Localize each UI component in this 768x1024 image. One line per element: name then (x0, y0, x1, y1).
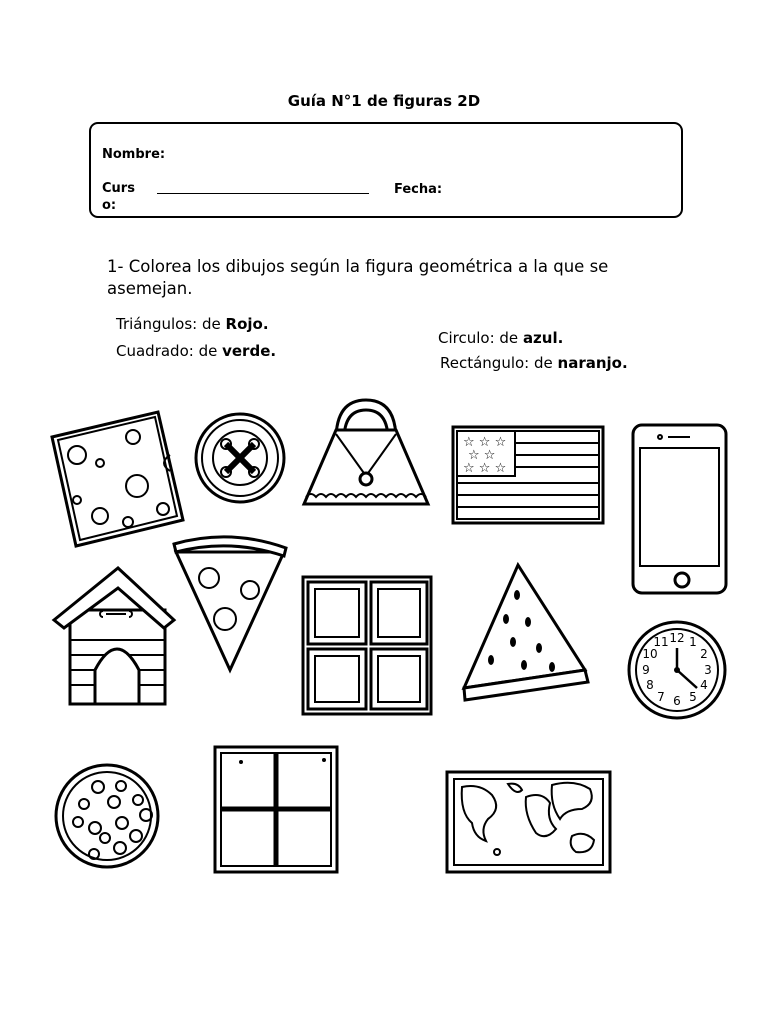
svg-text:☆ ☆ ☆: ☆ ☆ ☆ (463, 461, 507, 476)
color-key-connector: de (197, 315, 226, 333)
window-square-icon[interactable] (215, 747, 337, 872)
instruction-text: 1- Colorea los dibujos según la figura geométrica a la que se asemejan. (107, 257, 609, 298)
handbag-triangle-icon[interactable] (304, 400, 428, 504)
color-key-shape: Rectángulo: (440, 354, 530, 372)
color-key-shape: Circulo: (438, 329, 495, 347)
clock-number: 9 (642, 663, 650, 677)
clock-number: 4 (700, 678, 708, 692)
svg-text:☆ ☆: ☆ ☆ (468, 448, 496, 463)
clock-number: 2 (700, 647, 708, 661)
date-label: Fecha: (394, 182, 443, 197)
name-label: Nombre: (102, 147, 166, 162)
clock-number: 8 (646, 678, 654, 692)
color-key-connector: de (193, 342, 223, 360)
clock-number: 10 (642, 647, 658, 661)
clock-number: 6 (673, 694, 681, 708)
color-key-color: naranjo. (557, 354, 628, 372)
cheese-square-icon[interactable] (52, 412, 183, 546)
map-rectangle-icon[interactable] (447, 772, 610, 872)
button-circle-icon[interactable] (196, 414, 284, 502)
watermelon-triangle-icon[interactable] (464, 565, 588, 700)
color-key-color: azul. (522, 329, 564, 347)
doghouse-icon[interactable] (54, 568, 174, 704)
color-key-connector: de (494, 329, 523, 347)
clock-number: 5 (689, 690, 697, 704)
clock-number: 11 (653, 635, 669, 649)
svg-text:☆ ☆ ☆: ☆ ☆ ☆ (463, 435, 507, 450)
color-key-shape: Cuadrado: (116, 342, 194, 360)
chocolate-square-icon[interactable] (303, 577, 431, 714)
page-title: Guía N°1 de figuras 2D (287, 92, 481, 110)
color-key-color: verde. (222, 342, 277, 360)
flag-rectangle-icon[interactable] (453, 427, 603, 523)
phone-rectangle-icon[interactable] (633, 425, 726, 593)
course-label-part2: o: (102, 198, 117, 213)
clock-number: 3 (704, 663, 712, 677)
clock-number: 7 (657, 690, 665, 704)
color-key-connector: de (529, 354, 558, 372)
clock-number: 1 (689, 635, 697, 649)
clock-circle-icon[interactable] (629, 622, 725, 718)
color-key-shape: Triángulos: (116, 315, 198, 333)
pizza-slice-triangle-icon[interactable] (174, 537, 286, 670)
course-label-part1: Curs (102, 181, 135, 196)
pizza-circle-icon[interactable] (56, 765, 158, 867)
color-key-color: Rojo. (225, 315, 269, 333)
clock-number: 12 (669, 631, 685, 645)
